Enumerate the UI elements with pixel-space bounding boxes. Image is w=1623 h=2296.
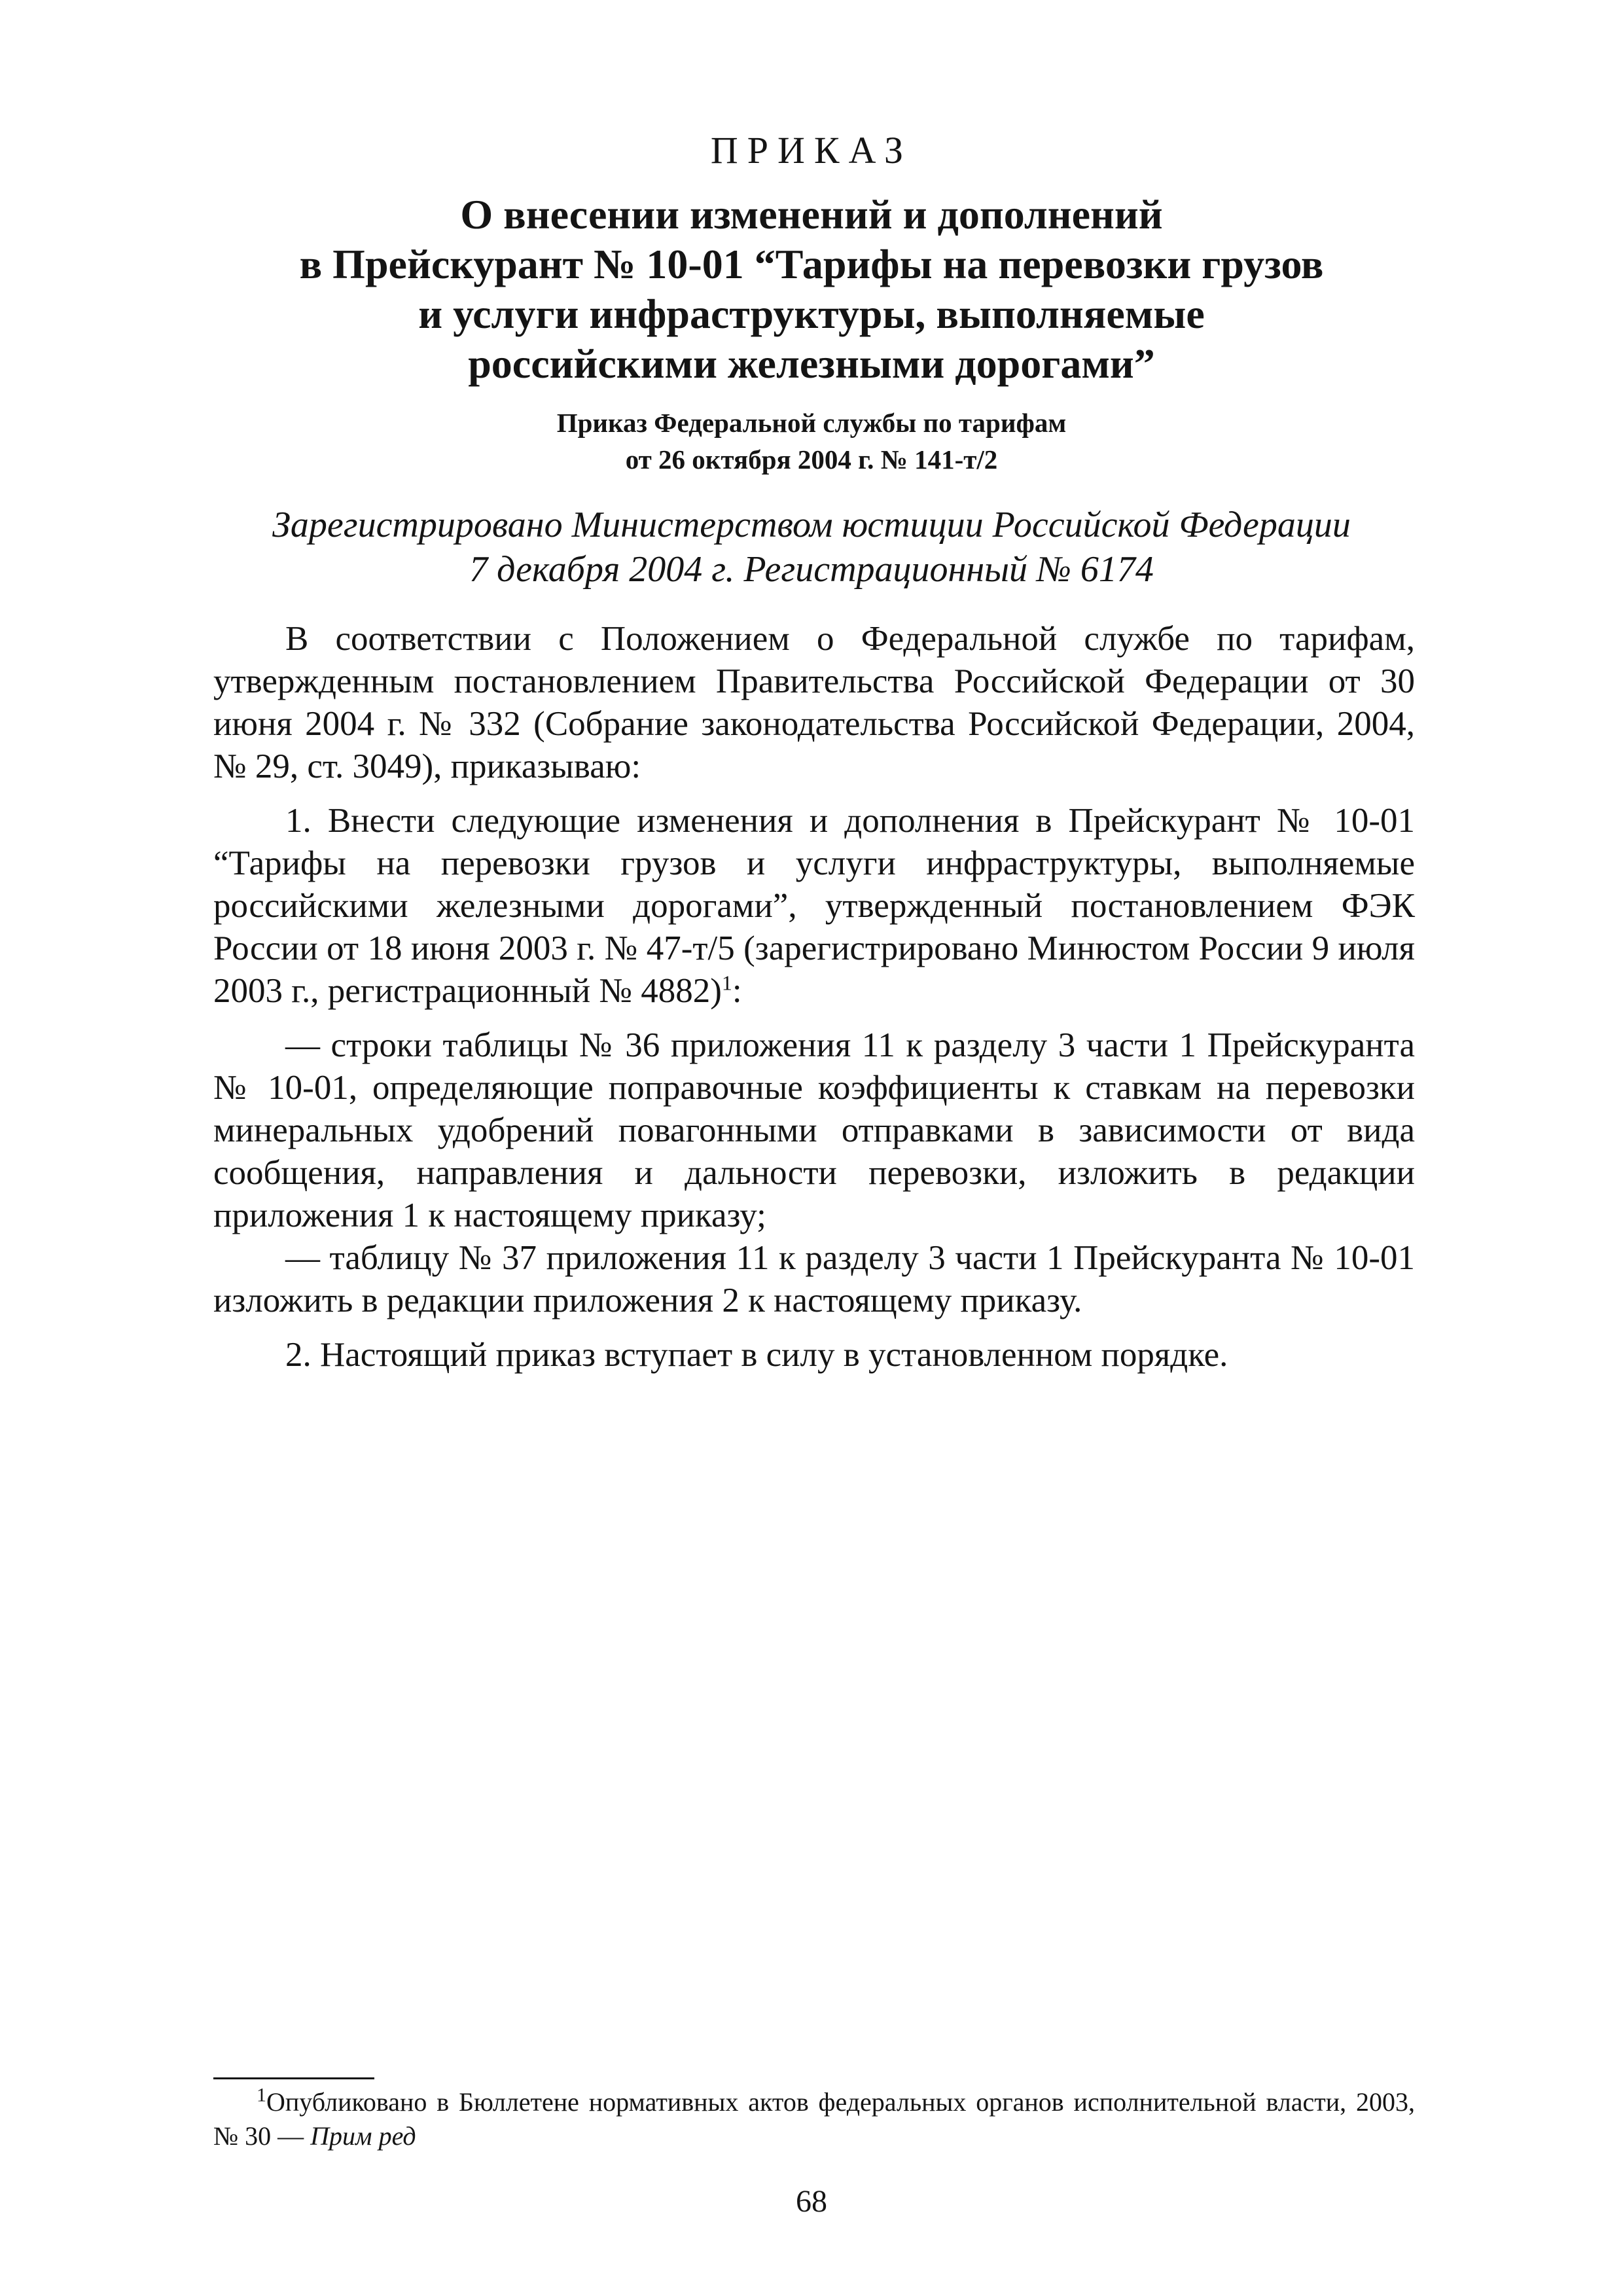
footnote-mark: 1 [257, 2084, 266, 2106]
footnote-reference: 1 [721, 971, 732, 995]
paragraph-item-1-text: 1. Внести следующие изменения и дополнения в Прейскурант № 10-01 “Тарифы на перевозки грузов и услуги инфраструктуры, выполняемые российскими железными дорогами”, утвержденный постановлением ФЭК России от 18 июня 2003 г. № 47-т/5 (зарегистрировано Минюстом России 9 июля 2003 г., регистрационный № 4882) [213, 802, 1415, 1010]
title-line: О внесении изменений и дополнений [460, 191, 1163, 238]
order-heading: ПРИКАЗ [710, 129, 913, 171]
paragraph-dash-2: — таблицу № 37 приложения 11 к разделу 3 части 1 Прейскуранта № 10-01 изложить в редакции приложения 2 к настоящему приказу. [213, 1239, 1415, 1319]
footnote-editor-note: Прим ред [310, 2121, 416, 2151]
order-title [196, 190, 1427, 389]
subtitle-line: от 26 октября 2004 г. № 141-т/2 [625, 444, 998, 475]
footnote [213, 2085, 1415, 2153]
subtitle-line: Приказ Федеральной службы по тарифам [556, 408, 1067, 438]
paragraph-item-2: 2. Настоящий приказ вступает в силу в установленном порядке. [285, 1336, 1228, 1374]
footnote-divider [213, 2077, 374, 2079]
paragraph-item-1-tail: : [732, 972, 742, 1010]
footnote-text: Опубликовано в Бюллетене нормативных актов федеральных органов исполнительной власти, 2003, № 30 — [213, 2087, 1415, 2151]
title-line: российскими железными дорогами” [468, 340, 1155, 387]
paragraph-dash-1: — строки таблицы № 36 приложения 11 к разделу 3 части 1 Прейскуранта № 10-01, определяющие поправочные коэффициенты к ставкам на перевозки минеральных удобрений повагонными отправками в зависимости от вида сообщения, направления и дальности перевозки, изложить в редакции приложения 1 к настоящему приказу; [213, 1026, 1415, 1234]
page-number: 68 [796, 2184, 827, 2219]
paragraph-preamble: В соответствии с Положением о Федеральной службе по тарифам, утвержденным постановлением Правительства Российской Федерации от 30 июня 2004 г. № 332 (Собрание законодательства Российской Федерации, 2004, № 29, ст. 3049), приказываю: [213, 620, 1415, 785]
registration-line: 7 декабря 2004 г. Регистрационный № 6174 [469, 549, 1154, 590]
order-body [213, 618, 1415, 1388]
registration-line: Зарегистрировано Министерством юстиции Российской Федерации [272, 505, 1351, 545]
title-line: в Прейскурант № 10-01 “Тарифы на перевозки грузов [299, 241, 1324, 287]
registration-note [196, 503, 1427, 592]
paragraph-item-1 [213, 800, 1415, 1013]
order-issuer [196, 404, 1427, 478]
footnote-text-wrapper [213, 2085, 1415, 2153]
title-line: и услуги инфраструктуры, выполняемые [418, 291, 1205, 337]
